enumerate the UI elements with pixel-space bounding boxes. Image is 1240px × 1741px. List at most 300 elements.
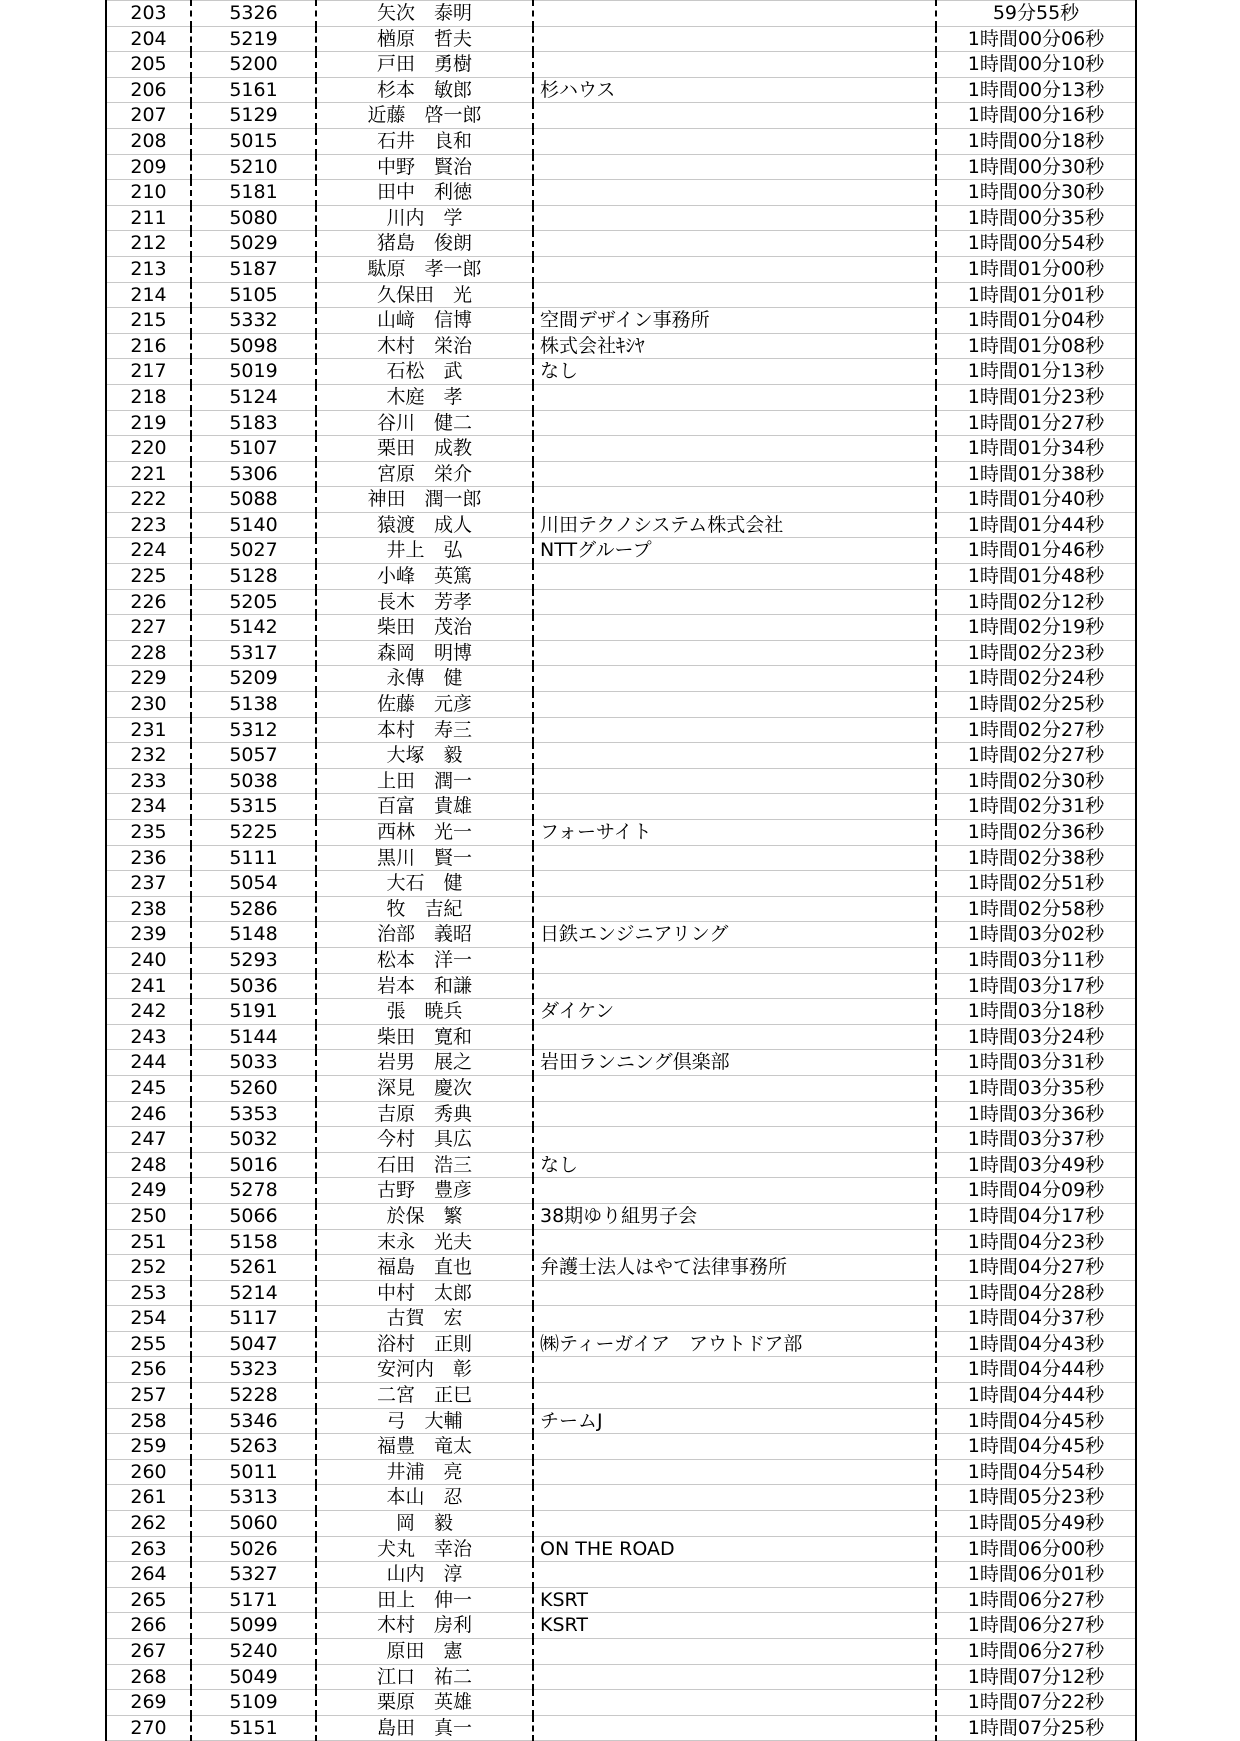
rank-cell: 246: [106, 1101, 191, 1127]
team-cell: ダイケン: [533, 999, 936, 1025]
bib-number-cell: 5060: [191, 1511, 316, 1537]
team-cell: [533, 384, 936, 410]
bib-number-cell: 5098: [191, 333, 316, 359]
finish-time-cell: 1時間03分24秒: [936, 1024, 1136, 1050]
runner-name-cell: 中野 賢治: [316, 154, 533, 180]
runner-name-cell: 栗田 成教: [316, 436, 533, 462]
runner-name-cell: 戸田 勇樹: [316, 52, 533, 78]
rank-cell: 251: [106, 1229, 191, 1255]
team-cell: [533, 256, 936, 282]
results-table: [105, 0, 1137, 1741]
finish-time-cell: 1時間01分00秒: [936, 256, 1136, 282]
runner-name-cell: 西林 光一: [316, 820, 533, 846]
table-row: [106, 308, 1136, 334]
bib-number-cell: 5326: [191, 1, 316, 27]
finish-time-cell: 1時間04分28秒: [936, 1280, 1136, 1306]
runner-name-cell: 黒川 賢一: [316, 845, 533, 871]
rank-cell: 249: [106, 1178, 191, 1204]
runner-name-cell: 深見 慶次: [316, 1075, 533, 1101]
rank-cell: 212: [106, 231, 191, 257]
finish-time-cell: 1時間01分01秒: [936, 282, 1136, 308]
runner-name-cell: 駄原 孝一郎: [316, 256, 533, 282]
table-row: [106, 205, 1136, 231]
rank-cell: 223: [106, 512, 191, 538]
team-cell: [533, 1485, 936, 1511]
team-cell: NTTグループ: [533, 538, 936, 564]
finish-time-cell: 1時間04分17秒: [936, 1203, 1136, 1229]
runner-name-cell: 近藤 啓一郎: [316, 103, 533, 129]
finish-time-cell: 1時間01分23秒: [936, 384, 1136, 410]
team-cell: [533, 1075, 936, 1101]
table-row: [106, 564, 1136, 590]
team-cell: [533, 436, 936, 462]
rank-cell: 215: [106, 308, 191, 334]
table-row: [106, 77, 1136, 103]
bib-number-cell: 5210: [191, 154, 316, 180]
finish-time-cell: 1時間07分22秒: [936, 1690, 1136, 1716]
rank-cell: 242: [106, 999, 191, 1025]
table-row: [106, 1306, 1136, 1332]
team-cell: [533, 564, 936, 590]
rank-cell: 253: [106, 1280, 191, 1306]
bib-number-cell: 5183: [191, 410, 316, 436]
results-body: [106, 1, 1136, 1741]
runner-name-cell: 山﨑 信博: [316, 308, 533, 334]
runner-name-cell: 小峰 英篤: [316, 564, 533, 590]
bib-number-cell: 5047: [191, 1331, 316, 1357]
table-row: [106, 1459, 1136, 1485]
bib-number-cell: 5124: [191, 384, 316, 410]
runner-name-cell: 森岡 明博: [316, 640, 533, 666]
team-cell: [533, 1383, 936, 1409]
rank-cell: 233: [106, 768, 191, 794]
runner-name-cell: 宮原 栄介: [316, 461, 533, 487]
table-row: [106, 820, 1136, 846]
runner-name-cell: 田上 伸一: [316, 1587, 533, 1613]
runner-name-cell: 張 暁兵: [316, 999, 533, 1025]
bib-number-cell: 5317: [191, 640, 316, 666]
finish-time-cell: 1時間03分02秒: [936, 922, 1136, 948]
finish-time-cell: 1時間05分23秒: [936, 1485, 1136, 1511]
bib-number-cell: 5306: [191, 461, 316, 487]
team-cell: KSRT: [533, 1587, 936, 1613]
runner-name-cell: 福島 直也: [316, 1255, 533, 1281]
rank-cell: 204: [106, 26, 191, 52]
bib-number-cell: 5228: [191, 1383, 316, 1409]
bib-number-cell: 5313: [191, 1485, 316, 1511]
table-row: [106, 1639, 1136, 1665]
team-cell: [533, 871, 936, 897]
runner-name-cell: 久保田 光: [316, 282, 533, 308]
finish-time-cell: 1時間07分12秒: [936, 1664, 1136, 1690]
bib-number-cell: 5225: [191, 820, 316, 846]
finish-time-cell: 1時間06分01秒: [936, 1562, 1136, 1588]
table-row: [106, 1664, 1136, 1690]
rank-cell: 218: [106, 384, 191, 410]
rank-cell: 217: [106, 359, 191, 385]
rank-cell: 252: [106, 1255, 191, 1281]
runner-name-cell: 山内 淳: [316, 1562, 533, 1588]
team-cell: KSRT: [533, 1613, 936, 1639]
rank-cell: 224: [106, 538, 191, 564]
team-cell: [533, 692, 936, 718]
team-cell: [533, 1024, 936, 1050]
table-row: [106, 1383, 1136, 1409]
team-cell: [533, 896, 936, 922]
team-cell: なし: [533, 359, 936, 385]
table-row: [106, 1255, 1136, 1281]
finish-time-cell: 1時間01分40秒: [936, 487, 1136, 513]
rank-cell: 267: [106, 1639, 191, 1665]
team-cell: [533, 52, 936, 78]
table-row: [106, 1562, 1136, 1588]
bib-number-cell: 5011: [191, 1459, 316, 1485]
bib-number-cell: 5088: [191, 487, 316, 513]
finish-time-cell: 1時間04分45秒: [936, 1408, 1136, 1434]
bib-number-cell: 5312: [191, 717, 316, 743]
table-row: [106, 103, 1136, 129]
table-row: [106, 666, 1136, 692]
runner-name-cell: 浴村 正則: [316, 1331, 533, 1357]
runner-name-cell: 岡 毅: [316, 1511, 533, 1537]
finish-time-cell: 1時間04分09秒: [936, 1178, 1136, 1204]
team-cell: 空間デザイン事務所: [533, 308, 936, 334]
bib-number-cell: 5054: [191, 871, 316, 897]
rank-cell: 265: [106, 1587, 191, 1613]
team-cell: 日鉄エンジニアリング: [533, 922, 936, 948]
bib-number-cell: 5099: [191, 1613, 316, 1639]
finish-time-cell: 1時間02分12秒: [936, 589, 1136, 615]
runner-name-cell: 川内 学: [316, 205, 533, 231]
runner-name-cell: 弓 大輔: [316, 1408, 533, 1434]
rank-cell: 234: [106, 794, 191, 820]
team-cell: [533, 180, 936, 206]
bib-number-cell: 5260: [191, 1075, 316, 1101]
table-row: [106, 1485, 1136, 1511]
bib-number-cell: 5117: [191, 1306, 316, 1332]
rank-cell: 250: [106, 1203, 191, 1229]
finish-time-cell: 1時間02分30秒: [936, 768, 1136, 794]
runner-name-cell: 田中 利徳: [316, 180, 533, 206]
runner-name-cell: 本村 寿三: [316, 717, 533, 743]
runner-name-cell: 猿渡 成人: [316, 512, 533, 538]
runner-name-cell: 末永 光夫: [316, 1229, 533, 1255]
table-row: [106, 1101, 1136, 1127]
bib-number-cell: 5346: [191, 1408, 316, 1434]
bib-number-cell: 5111: [191, 845, 316, 871]
team-cell: [533, 1229, 936, 1255]
rank-cell: 235: [106, 820, 191, 846]
rank-cell: 221: [106, 461, 191, 487]
finish-time-cell: 1時間00分16秒: [936, 103, 1136, 129]
rank-cell: 230: [106, 692, 191, 718]
finish-time-cell: 1時間01分13秒: [936, 359, 1136, 385]
rank-cell: 232: [106, 743, 191, 769]
finish-time-cell: 1時間03分36秒: [936, 1101, 1136, 1127]
runner-name-cell: 柴田 寛和: [316, 1024, 533, 1050]
bib-number-cell: 5323: [191, 1357, 316, 1383]
runner-name-cell: 原田 憲: [316, 1639, 533, 1665]
runner-name-cell: 島田 真一: [316, 1715, 533, 1741]
rank-cell: 227: [106, 615, 191, 641]
table-row: [106, 1715, 1136, 1741]
finish-time-cell: 1時間01分44秒: [936, 512, 1136, 538]
bib-number-cell: 5171: [191, 1587, 316, 1613]
bib-number-cell: 5327: [191, 1562, 316, 1588]
runner-name-cell: 木村 栄治: [316, 333, 533, 359]
runner-name-cell: 石松 武: [316, 359, 533, 385]
finish-time-cell: 59分55秒: [936, 1, 1136, 27]
rank-cell: 264: [106, 1562, 191, 1588]
team-cell: 川田テクノシステム株式会社: [533, 512, 936, 538]
runner-name-cell: 福豊 竜太: [316, 1434, 533, 1460]
bib-number-cell: 5214: [191, 1280, 316, 1306]
team-cell: 38期ゆり組男子会: [533, 1203, 936, 1229]
table-row: [106, 999, 1136, 1025]
rank-cell: 216: [106, 333, 191, 359]
table-row: [106, 384, 1136, 410]
runner-name-cell: 矢次 泰明: [316, 1, 533, 27]
team-cell: [533, 743, 936, 769]
team-cell: [533, 1715, 936, 1741]
table-row: [106, 922, 1136, 948]
rank-cell: 268: [106, 1664, 191, 1690]
team-cell: [533, 154, 936, 180]
finish-time-cell: 1時間03分37秒: [936, 1127, 1136, 1153]
rank-cell: 247: [106, 1127, 191, 1153]
finish-time-cell: 1時間07分25秒: [936, 1715, 1136, 1741]
team-cell: ㈱ティーガイア アウトドア部: [533, 1331, 936, 1357]
finish-time-cell: 1時間01分27秒: [936, 410, 1136, 436]
table-row: [106, 512, 1136, 538]
table-row: [106, 410, 1136, 436]
finish-time-cell: 1時間03分49秒: [936, 1152, 1136, 1178]
finish-time-cell: 1時間01分48秒: [936, 564, 1136, 590]
bib-number-cell: 5191: [191, 999, 316, 1025]
bib-number-cell: 5205: [191, 589, 316, 615]
finish-time-cell: 1時間06分27秒: [936, 1587, 1136, 1613]
finish-time-cell: 1時間00分06秒: [936, 26, 1136, 52]
rank-cell: 262: [106, 1511, 191, 1537]
finish-time-cell: 1時間02分51秒: [936, 871, 1136, 897]
runner-name-cell: 楢原 哲夫: [316, 26, 533, 52]
finish-time-cell: 1時間06分27秒: [936, 1639, 1136, 1665]
table-row: [106, 947, 1136, 973]
table-row: [106, 717, 1136, 743]
table-row: [106, 743, 1136, 769]
runner-name-cell: 本山 忍: [316, 1485, 533, 1511]
bib-number-cell: 5027: [191, 538, 316, 564]
bib-number-cell: 5019: [191, 359, 316, 385]
rank-cell: 207: [106, 103, 191, 129]
finish-time-cell: 1時間00分10秒: [936, 52, 1136, 78]
bib-number-cell: 5353: [191, 1101, 316, 1127]
team-cell: [533, 640, 936, 666]
table-row: [106, 1152, 1136, 1178]
finish-time-cell: 1時間00分30秒: [936, 180, 1136, 206]
team-cell: [533, 768, 936, 794]
table-row: [106, 1280, 1136, 1306]
runner-name-cell: 大石 健: [316, 871, 533, 897]
rank-cell: 269: [106, 1690, 191, 1716]
rank-cell: 222: [106, 487, 191, 513]
runner-name-cell: 猪島 俊朗: [316, 231, 533, 257]
runner-name-cell: 二宮 正巳: [316, 1383, 533, 1409]
bib-number-cell: 5219: [191, 26, 316, 52]
bib-number-cell: 5151: [191, 1715, 316, 1741]
finish-time-cell: 1時間04分23秒: [936, 1229, 1136, 1255]
table-row: [106, 52, 1136, 78]
team-cell: [533, 1562, 936, 1588]
finish-time-cell: 1時間04分37秒: [936, 1306, 1136, 1332]
team-cell: [533, 615, 936, 641]
bib-number-cell: 5036: [191, 973, 316, 999]
table-row: [106, 640, 1136, 666]
rank-cell: 231: [106, 717, 191, 743]
rank-cell: 220: [106, 436, 191, 462]
rank-cell: 211: [106, 205, 191, 231]
rank-cell: 260: [106, 1459, 191, 1485]
team-cell: [533, 1306, 936, 1332]
finish-time-cell: 1時間01分08秒: [936, 333, 1136, 359]
runner-name-cell: 谷川 健二: [316, 410, 533, 436]
rank-cell: 240: [106, 947, 191, 973]
table-row: [106, 1203, 1136, 1229]
bib-number-cell: 5261: [191, 1255, 316, 1281]
table-row: [106, 1536, 1136, 1562]
table-row: [106, 231, 1136, 257]
finish-time-cell: 1時間00分54秒: [936, 231, 1136, 257]
bib-number-cell: 5278: [191, 1178, 316, 1204]
bib-number-cell: 5263: [191, 1434, 316, 1460]
team-cell: 杉ハウス: [533, 77, 936, 103]
rank-cell: 255: [106, 1331, 191, 1357]
runner-name-cell: 岩本 和謙: [316, 973, 533, 999]
runner-name-cell: 石田 浩三: [316, 1152, 533, 1178]
finish-time-cell: 1時間04分44秒: [936, 1357, 1136, 1383]
table-row: [106, 128, 1136, 154]
finish-time-cell: 1時間02分25秒: [936, 692, 1136, 718]
finish-time-cell: 1時間01分38秒: [936, 461, 1136, 487]
team-cell: [533, 1459, 936, 1485]
runner-name-cell: 古野 豊彦: [316, 1178, 533, 1204]
bib-number-cell: 5038: [191, 768, 316, 794]
runner-name-cell: 井上 弘: [316, 538, 533, 564]
table-row: [106, 154, 1136, 180]
runner-name-cell: 長木 芳孝: [316, 589, 533, 615]
finish-time-cell: 1時間02分27秒: [936, 717, 1136, 743]
team-cell: [533, 1280, 936, 1306]
finish-time-cell: 1時間05分49秒: [936, 1511, 1136, 1537]
bib-number-cell: 5158: [191, 1229, 316, 1255]
table-row: [106, 768, 1136, 794]
table-row: [106, 26, 1136, 52]
rank-cell: 208: [106, 128, 191, 154]
table-row: [106, 845, 1136, 871]
finish-time-cell: 1時間00分30秒: [936, 154, 1136, 180]
table-row: [106, 1434, 1136, 1460]
table-row: [106, 1050, 1136, 1076]
table-row: [106, 896, 1136, 922]
finish-time-cell: 1時間04分54秒: [936, 1459, 1136, 1485]
runner-name-cell: 牧 吉紀: [316, 896, 533, 922]
finish-time-cell: 1時間04分27秒: [936, 1255, 1136, 1281]
table-row: [106, 1, 1136, 27]
finish-time-cell: 1時間02分38秒: [936, 845, 1136, 871]
finish-time-cell: 1時間03分31秒: [936, 1050, 1136, 1076]
table-row: [106, 1587, 1136, 1613]
rank-cell: 261: [106, 1485, 191, 1511]
bib-number-cell: 5142: [191, 615, 316, 641]
rank-cell: 213: [106, 256, 191, 282]
table-row: [106, 282, 1136, 308]
runner-name-cell: 井浦 亮: [316, 1459, 533, 1485]
bib-number-cell: 5016: [191, 1152, 316, 1178]
runner-name-cell: 木村 房利: [316, 1613, 533, 1639]
finish-time-cell: 1時間00分13秒: [936, 77, 1136, 103]
rank-cell: 270: [106, 1715, 191, 1741]
bib-number-cell: 5128: [191, 564, 316, 590]
runner-name-cell: 永傳 健: [316, 666, 533, 692]
team-cell: チームJ: [533, 1408, 936, 1434]
runner-name-cell: 江口 祐二: [316, 1664, 533, 1690]
runner-name-cell: 治部 義昭: [316, 922, 533, 948]
runner-name-cell: 上田 潤一: [316, 768, 533, 794]
team-cell: フォーサイト: [533, 820, 936, 846]
runner-name-cell: 犬丸 幸治: [316, 1536, 533, 1562]
bib-number-cell: 5107: [191, 436, 316, 462]
table-row: [106, 1178, 1136, 1204]
team-cell: [533, 589, 936, 615]
finish-time-cell: 1時間00分35秒: [936, 205, 1136, 231]
rank-cell: 226: [106, 589, 191, 615]
finish-time-cell: 1時間04分43秒: [936, 1331, 1136, 1357]
finish-time-cell: 1時間06分27秒: [936, 1613, 1136, 1639]
bib-number-cell: 5200: [191, 52, 316, 78]
table-row: [106, 256, 1136, 282]
bib-number-cell: 5148: [191, 922, 316, 948]
rank-cell: 263: [106, 1536, 191, 1562]
team-cell: [533, 717, 936, 743]
finish-time-cell: 1時間01分46秒: [936, 538, 1136, 564]
rank-cell: 210: [106, 180, 191, 206]
rank-cell: 266: [106, 1613, 191, 1639]
table-row: [106, 359, 1136, 385]
team-cell: [533, 1639, 936, 1665]
bib-number-cell: 5286: [191, 896, 316, 922]
bib-number-cell: 5129: [191, 103, 316, 129]
table-row: [106, 487, 1136, 513]
rank-cell: 206: [106, 77, 191, 103]
bib-number-cell: 5026: [191, 1536, 316, 1562]
rank-cell: 209: [106, 154, 191, 180]
bib-number-cell: 5144: [191, 1024, 316, 1050]
team-cell: [533, 666, 936, 692]
rank-cell: 243: [106, 1024, 191, 1050]
table-row: [106, 615, 1136, 641]
team-cell: [533, 231, 936, 257]
finish-time-cell: 1時間02分27秒: [936, 743, 1136, 769]
bib-number-cell: 5057: [191, 743, 316, 769]
runner-name-cell: 栗原 英雄: [316, 1690, 533, 1716]
table-row: [106, 333, 1136, 359]
team-cell: [533, 1511, 936, 1537]
bib-number-cell: 5181: [191, 180, 316, 206]
team-cell: [533, 973, 936, 999]
team-cell: [533, 794, 936, 820]
bib-number-cell: 5029: [191, 231, 316, 257]
bib-number-cell: 5049: [191, 1664, 316, 1690]
